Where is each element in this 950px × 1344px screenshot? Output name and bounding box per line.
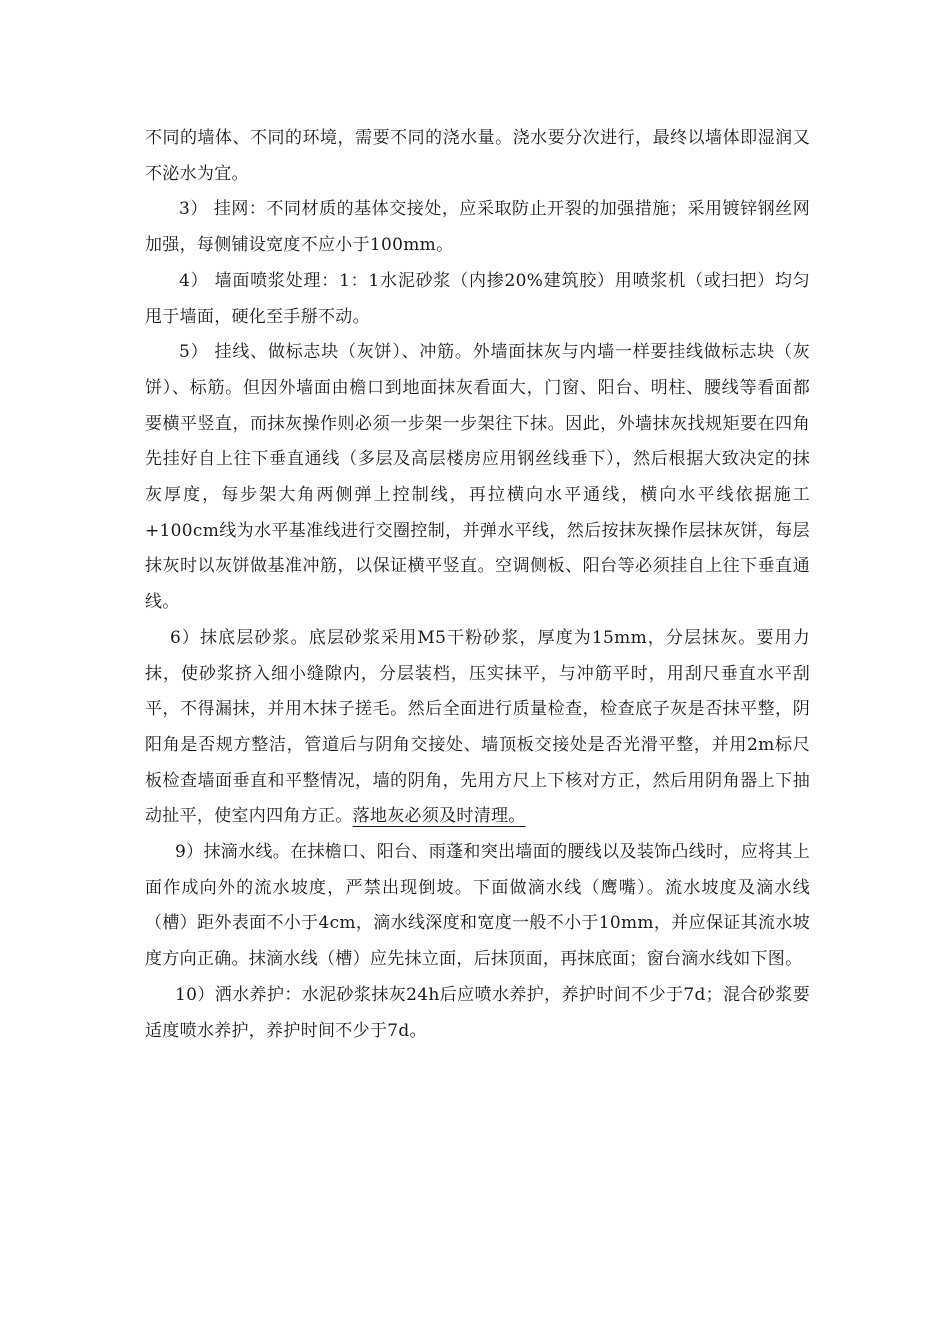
paragraph-step-4-spray: 4） 墙面喷浆处理：1：1水泥砂浆（内掺20%建筑胶）用喷浆机（或扫把）均匀甩于墙面，硬化至手掰不动。 [145,270,810,327]
paragraph-watering-continued: 不同的墙体、不同的环境，需要不同的浇水量。浇水要分次进行，最终以墙体即湿润又不泌水为宜。 [145,128,810,184]
document-body [145,121,810,1049]
paragraph-step-10-curing: 10）洒水养护：水泥砂浆抹灰24h后应喷水养护，养护时间不少于7d；混合砂浆要适度喷水养护，养护时间不少于7d。 [145,984,810,1041]
paragraph-step-5-lines: 5） 挂线、做标志块（灰饼）、冲筋。外墙面抹灰与内墙一样要挂线做标志块（灰饼）、标筋。但因外墙面由檐口到地面抹灰看面大，门窗、阳台、明柱、腰线等看面都要横平竖直，而抹灰操作则必须一步架一步架往下抹。因此，外墙抹灰找规矩要在四角先挂好自上往下垂直通线（多层及高层楼房应用钢丝线垂下），然后根据大致决定的抹灰厚度，每步架大角两侧弹上控制线，再拉横向水平通线，横向水平线依据施工+100cm线为水平基准线进行交圈控制，并弹水平线，然后按抹灰操作层抹灰饼，每层抹灰时以灰饼做基准冲筋，以保证横平竖直。空调侧板、阳台等必须挂自上往下垂直通线。 [145,342,810,613]
paragraph-step-6-text: 6）抹底层砂浆。底层砂浆采用M5干粉砂浆，厚度为15mm，分层抹灰。要用力抹，使砂浆挤入细小缝隙内，分层装档，压实抹平，与冲筋平时，用刮尺垂直水平刮平，不得漏抹，并用木抹子搓毛。然后全面进行质量检查，检查底子灰是否抹平整，阴阳角是否规方整洁，管道后与阴角交接处、墙顶板交接处是否光滑平整，并用2m标尺板检查墙面垂直和平整情况，墙的阴角，先用方尺上下核对方正，然后用阴角器上下抽动扯平，使室内四角方正。 [145,627,810,827]
paragraph-step-3-mesh: 3） 挂网：不同材质的基体交接处，应采取防止开裂的加强措施；采用镀锌钢丝网加强，每侧铺设宽度不应小于100mm。 [145,199,810,256]
paragraph-step-6-base-coat [145,621,810,835]
paragraph-step-6-underlined-note: 落地灰必须及时清理。 [352,806,526,827]
paragraph-step-9-drip-line: 9）抹滴水线。在抹檐口、阳台、雨蓬和突出墙面的腰线以及装饰凸线时，应将其上面作成向外的流水坡度，严禁出现倒坡。下面做滴水线（鹰嘴）。流水坡度及滴水线（槽）距外表面不小于4cm，滴水线深度和宽度一般不小于10mm，并应保证其流水坡度方向正确。抹滴水线（槽）应先抹立面，后抹顶面，再抹底面；窗台滴水线如下图。 [145,842,810,970]
